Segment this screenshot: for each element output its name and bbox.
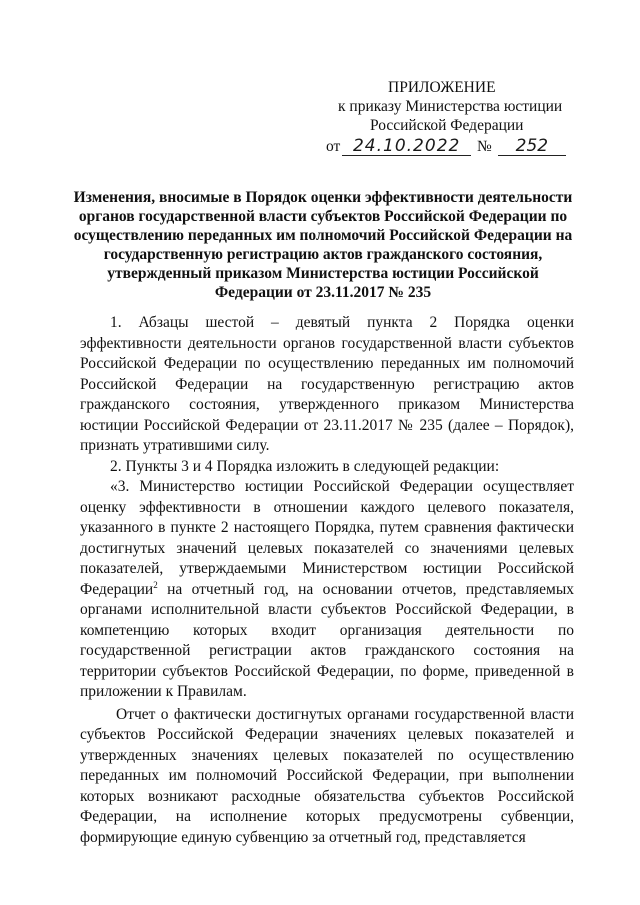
paragraph-4: Отчет о фактически достигнутых органами государственной власти субъектов Российской Федерации значениях целевых показателей и утвержденных значениях целевых показателей по осуществлению переданных им полномочий Российской Федерации, при выполнении которых возникают расходные обязательства субъектов Российской Федерации, на исполнение которых предусмотрены субвенции, формирующие единую субвенцию за отчетный год, представляется [80, 705, 574, 846]
paragraph-3-part-2: на отчетный год, на основании отчетов, представляемых органами исполнительной власти субъектов Российской Федерации, в компетенцию которых входит организация деятельности по государственной регистрации актов гражданского состояния на территории субъектов Российской Федерации, по форме, приведенной в приложении к Правилам. [80, 580, 574, 700]
handwritten-date: 24.10.2022 [342, 137, 471, 156]
appendix-date-row [326, 137, 566, 156]
paragraph-2: 2. Пункты 3 и 4 Порядка изложить в следующей редакции: [110, 457, 500, 475]
handwritten-number: 252 [498, 137, 566, 156]
appendix-ministry-line: Российской Федерации [370, 117, 524, 134]
paragraph-3-part-1: «3. Министерство юстиции Российской Федерации осуществляет оценку эффективности в отношении каждого целевого показателя, указанного в пункте 2 настоящего Порядка, путем сравнения фактически достигнутых значений целевых показателей со значениями целевых показателей, утверждаемыми Министерством юстиции Российской Федерации [80, 478, 574, 598]
appendix-title: ПРИЛОЖЕНИЕ [388, 79, 496, 96]
paragraph-3 [80, 477, 574, 703]
paragraph-1: 1. Абзацы шестой – девятый пункта 2 Порядка оценки эффективности деятельности органов государственной власти субъектов Российской Федерации по осуществлению переданных им полномочий Российской Федерации на государственную регистрацию актов гражданского состояния, утвержденного приказом Министерства юстиции Российской Федерации от 23.11.2017 № 235 (далее – Порядок), признать утратившими силу. [80, 314, 574, 454]
document-heading: Изменения, вносимые в Порядок оценки эффективности деятельности органов государственной власти субъектов Российской Федерации по осуществлению переданных им полномочий Российской Федерации на государственную регистрацию актов гражданского состояния, утвержденный приказом Министерства юстиции Российской Федерации от 23.11.2017 № 235 [73, 189, 573, 301]
appendix-order-line: к приказу Министерства юстиции [338, 98, 563, 115]
number-sign: № [476, 138, 492, 155]
footnote-mark: 2 [153, 579, 158, 590]
from-label: от [326, 138, 341, 155]
appendix-block [326, 78, 566, 156]
document-body [80, 313, 574, 848]
